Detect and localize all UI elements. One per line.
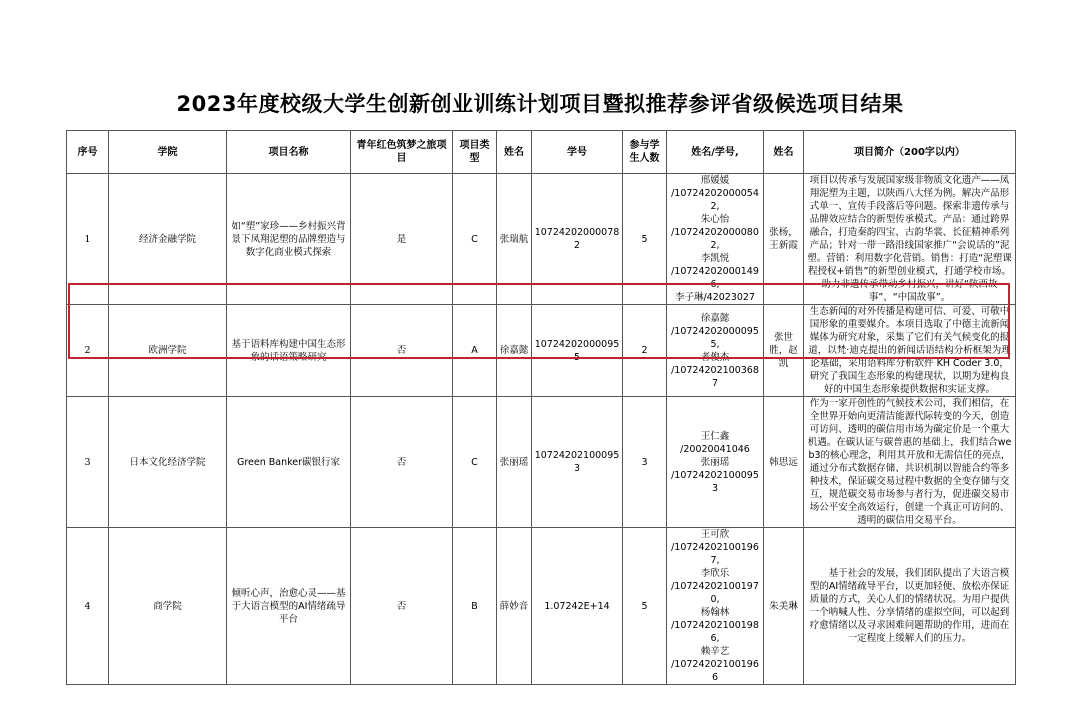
cell-type: B — [453, 528, 497, 685]
member-line: /107242021001966 — [671, 659, 759, 683]
cell-project-name: 倾听心声，治愈心灵——基于大语言模型的AI情绪疏导平台 — [227, 528, 351, 685]
header-student-count: 参与学生人数 — [623, 131, 667, 174]
member-line: 王仁鑫 — [700, 430, 730, 442]
cell-student-count: 5 — [623, 528, 667, 685]
cell-student-count: 2 — [623, 305, 667, 397]
cell-type: C — [453, 174, 497, 305]
cell-student-id: 107242020000955 — [532, 305, 623, 397]
cell-advisor: 张杨，王新霞 — [764, 174, 804, 305]
member-line: 李子琳/42023027 — [674, 292, 756, 303]
cell-type: C — [453, 397, 497, 528]
cell-red-dream: 否 — [351, 397, 453, 528]
cell-members — [667, 528, 764, 685]
member-line: 李欣乐 — [700, 568, 730, 579]
cell-leader: 张丽瑶 — [497, 397, 532, 528]
member-line: /107242020000955, — [671, 325, 759, 350]
member-line: 邢媛媛 — [700, 175, 730, 186]
cell-seq: 3 — [67, 397, 109, 528]
cell-advisor: 朱美琳 — [764, 528, 804, 685]
cell-seq: 1 — [67, 174, 109, 305]
member-line: 王可欣 — [700, 529, 730, 540]
cell-college: 商学院 — [109, 528, 227, 685]
header-advisor: 姓名 — [764, 131, 804, 174]
member-line: /107242021001967, — [671, 542, 759, 566]
cell-seq: 4 — [67, 528, 109, 685]
table-row — [67, 174, 1016, 305]
cell-intro — [804, 528, 1016, 685]
cell-college: 欧洲学院 — [109, 305, 227, 397]
table-row — [67, 305, 1016, 397]
cell-seq: 2 — [67, 305, 109, 397]
header-leader: 姓名 — [497, 131, 532, 174]
cell-red-dream: 否 — [351, 528, 453, 685]
cell-members — [667, 397, 764, 528]
cell-project-name: 基于语料库构建中国生态形象的话语策略研究 — [227, 305, 351, 397]
member-line: /107242021001986, — [671, 620, 759, 644]
table-row — [67, 397, 1016, 528]
member-line: /107242020001496, — [671, 266, 759, 290]
cell-project-name: Green Banker碳银行家 — [227, 397, 351, 528]
member-line: /107242021001970, — [671, 581, 759, 605]
intro-text: 基于社会的发展，我们团队提出了大语言模型的AI情绪疏导平台，以更加轻便、放松亦保证质量的方式，关心人们的情绪状况。为用户提供一个呐喊人性、分享情绪的虚拟空间，可以起到疗愈情绪以及寻求困难问题帮助的作用，进而在一定程度上缓解人们的压力。 — [809, 568, 1010, 644]
page-title: 2023年度校级大学生创新创业训练计划项目暨拟推荐参评省级候选项目结果 — [176, 92, 904, 116]
member-line: /107242020000542, — [671, 188, 759, 212]
member-line: 徐嘉懿 — [700, 312, 730, 324]
header-members: 姓名/学号, — [667, 131, 764, 174]
header-project-name: 项目名称 — [227, 131, 351, 174]
member-line: /107242020000802, — [671, 227, 759, 251]
cell-leader: 张瑞航 — [497, 174, 532, 305]
member-line: 杨翰林 — [700, 607, 730, 618]
header-student-id: 学号 — [532, 131, 623, 174]
results-table — [66, 130, 1016, 685]
cell-student-id: 1.07242E+14 — [532, 528, 623, 685]
header-intro: 项目简介（200字以内） — [804, 131, 1016, 174]
cell-student-count: 3 — [623, 397, 667, 528]
table-row — [67, 528, 1016, 685]
cell-type: A — [453, 305, 497, 397]
member-line: 赖辛艺 — [700, 646, 730, 657]
member-line: 张丽瑶 — [700, 456, 730, 468]
member-line: /107242021000953 — [671, 469, 759, 494]
cell-intro: 作为一家开创性的气候技术公司，我们相信，在全世界开始向更清洁能源代际转变的今天，创造可访问、透明的碳信用市场为碳定价是一个重大机遇。在碳认证与碳普惠的基础上，我们结合web3的核心理念，利用其开放和无需信任的亮点，通过分布式数据存储、共识机制以智能合约等多种技术，保证碳交易过程中数据的全变存储与交互，规范碳交易市场参与者行为，促进碳交易市场公平安全高效运行，创建一个真正可访问的、透明的碳信用交易平台。 — [804, 397, 1016, 528]
cell-student-id: 107242020000782 — [532, 174, 623, 305]
cell-student-id: 107242021000953 — [532, 397, 623, 528]
cell-intro: 项目以传承与发展国家级非物质文化遗产——凤翔泥塑为主题，以陕西八大怪为例。解决产品形式单一、宣传手段落后等问题。探索非遗传承与品牌效应结合的新型传承模式。产品：通过跨界融合，打造秦韵四宝、古韵华裳、长征精神系列产品；针对一带一路沿线国家推广“会说话的”泥塑。营销：利用数字化营销。销售：打造“泥塑课程授权+销售”的新型创业模式，打通学校市场。助力非遗传承带动乡村振兴，讲好“陕西故事”、“中国故事”。 — [804, 174, 1016, 305]
header-college: 学院 — [109, 131, 227, 174]
cell-advisor: 张世胜，赵凯 — [764, 305, 804, 397]
cell-intro: 生态新闻的对外传播是构建可信、可爱、可敬中国形象的重要媒介。本项目选取了中德主流新闻媒体为研究对象，采集了它们有关气候变化的报道，以梵·迪克提出的新闻话语结构分析框架为理论基础，采用语料库分析软件 KH Coder 3.0，研究了我国生态形象的构建现状，以期为建构良好的中国生态形象提供数据和实证支撑。 — [804, 305, 1016, 397]
cell-leader: 薛妙音 — [497, 528, 532, 685]
header-red-dream: 青年红色筑梦之旅项目 — [351, 131, 453, 174]
cell-student-count: 5 — [623, 174, 667, 305]
member-line: 者俊杰 — [700, 351, 730, 363]
cell-red-dream: 是 — [351, 174, 453, 305]
member-line: 朱心怡 — [700, 214, 730, 225]
cell-red-dream: 否 — [351, 305, 453, 397]
cell-members — [667, 174, 764, 305]
cell-advisor: 韩思远 — [764, 397, 804, 528]
member-line: /107242021003687 — [671, 364, 759, 389]
member-line: 李凯悦 — [700, 253, 730, 264]
cell-college: 经济金融学院 — [109, 174, 227, 305]
cell-college: 日本文化经济学院 — [109, 397, 227, 528]
header-seq: 序号 — [67, 131, 109, 174]
cell-project-name: 如“塑”家珍——乡村振兴背景下凤翔泥塑的品牌塑造与数字化商业模式探索 — [227, 174, 351, 305]
cell-members — [667, 305, 764, 397]
header-row — [67, 131, 1016, 174]
member-line: /20020041046 — [680, 443, 750, 455]
cell-leader: 徐嘉懿 — [497, 305, 532, 397]
header-type: 项目类型 — [453, 131, 497, 174]
